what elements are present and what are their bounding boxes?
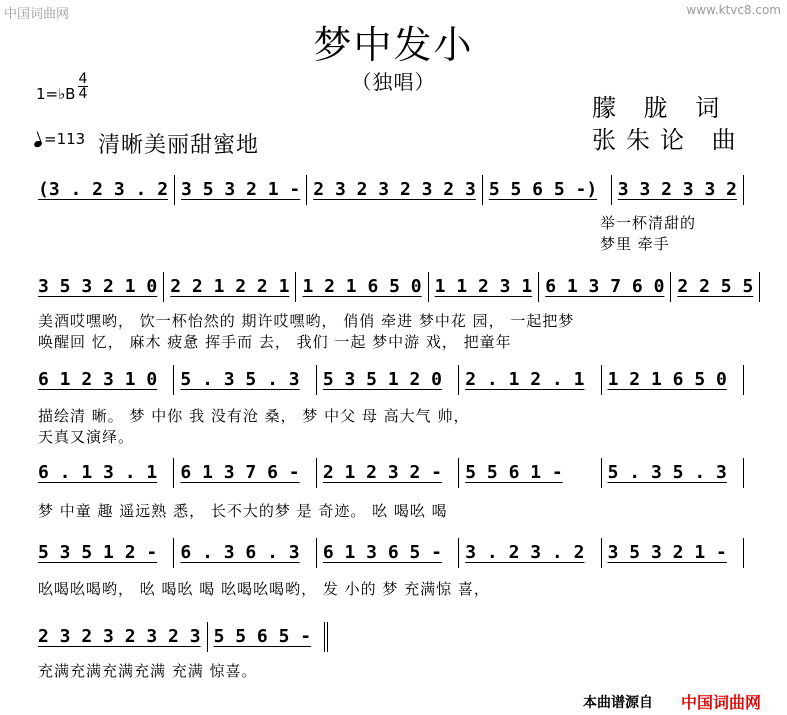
lyric-line: 举一杯清甜的 <box>600 214 697 232</box>
lyric-line: 天真又演绎。 <box>38 428 135 446</box>
time-signature-bottom: 4 <box>78 86 88 102</box>
watermark-left: 中国词曲网 <box>4 7 70 22</box>
song-subtitle: （独唱） <box>351 70 436 94</box>
measure: 1 1 2 3 1 <box>429 272 540 302</box>
lyric-line: 唤醒回 忆， 麻木 疲惫 挥手而 去， 我们 一起 梦中游 戏， 把童年 <box>38 333 512 351</box>
lyric-line: 梦里 牵手 <box>600 235 670 253</box>
measure: 6 . 3 6 . 3 <box>174 538 316 568</box>
measure: 3 . 2 3 . 2 <box>459 538 601 568</box>
score-line-6 <box>32 622 332 652</box>
key-signature: 1=♭B <box>36 85 76 103</box>
measure: 5 . 3 5 . 3 <box>602 458 744 488</box>
measure: 3 5 3 2 1 - <box>175 175 307 205</box>
measure: 3 5 3 2 1 0 <box>32 272 164 302</box>
measure: 1 2 1 6 5 0 <box>602 365 744 395</box>
measure: 2 2 5 5 <box>671 272 760 302</box>
tempo-value: =113 <box>44 130 86 148</box>
measure: 6 1 2 3 1 0 <box>32 365 174 395</box>
measure: 6 1 3 7 6 0 <box>539 272 671 302</box>
measure: 3 3 2 3 3 2 <box>612 175 744 205</box>
measure: 5 5 6 1 - <box>459 458 601 488</box>
lyric-line: 充满充满充满充满 充满 惊喜。 <box>38 662 258 680</box>
lyric-line: 描绘清 晰。 梦 中你 我 没有沧 桑， 梦 中父 母 高大气 帅， <box>38 407 470 425</box>
measure: 5 5 6 5 -) <box>483 175 612 205</box>
quarter-note-icon <box>33 140 43 148</box>
score-line-4 <box>32 458 744 488</box>
measure: 2 2 1 2 2 1 <box>164 272 296 302</box>
time-signature-top: 4 <box>78 71 88 87</box>
lyric-line: 美酒哎嘿哟， 饮一杯怡然的 期许哎嘿哟， 俏俏 牵进 梦中花 园， 一起把梦 <box>38 312 575 330</box>
measure: 2 . 1 2 . 1 <box>459 365 601 395</box>
footer-source: 本曲谱源自 <box>583 695 653 711</box>
measure: 6 1 3 6 5 - <box>317 538 459 568</box>
measure: 5 . 3 5 . 3 <box>174 365 316 395</box>
lyric-line: 梦 中童 趣 遥远熟 悉， 长不大的梦 是 奇迹。 吆 喝吆 喝 <box>38 502 448 520</box>
measure: 2 3 2 3 2 3 2 3 <box>32 622 208 652</box>
lyricist-credit: 朦 胧 词 <box>592 94 730 122</box>
measure: 2 3 2 3 2 3 2 3 <box>307 175 483 205</box>
measure: 6 1 3 7 6 - <box>174 458 316 488</box>
measure: 2 1 2 3 2 - <box>317 458 459 488</box>
lyric-line: 吆喝吆喝哟， 吆 喝吆 喝 吆喝吆喝哟， 发 小的 梦 充满惊 喜， <box>38 580 490 598</box>
measure: (3 . 2 3 . 2 <box>32 175 175 205</box>
score-line-5 <box>32 538 744 568</box>
song-title: 梦中发小 <box>313 23 474 67</box>
composer-credit: 张朱论 曲 <box>592 126 746 154</box>
footer-site-link[interactable]: 中国词曲网 <box>681 693 762 712</box>
score-line-3 <box>32 365 744 395</box>
score-line-2 <box>32 272 754 302</box>
tempo-marking <box>34 130 85 148</box>
measure: 5 3 5 1 2 0 <box>317 365 459 395</box>
measure: 5 3 5 1 2 - <box>32 538 174 568</box>
measure-final: 5 5 6 5 - <box>208 622 328 652</box>
watermark-right: www.ktvc8.com <box>686 3 781 17</box>
measure: 6 . 1 3 . 1 <box>32 458 174 488</box>
measure: 3 5 3 2 1 - <box>602 538 744 568</box>
measure: 1 2 1 6 5 0 <box>296 272 428 302</box>
score-line-1 <box>32 175 744 205</box>
time-signature <box>78 72 88 101</box>
expression-marking: 清晰美丽甜蜜地 <box>98 133 260 158</box>
